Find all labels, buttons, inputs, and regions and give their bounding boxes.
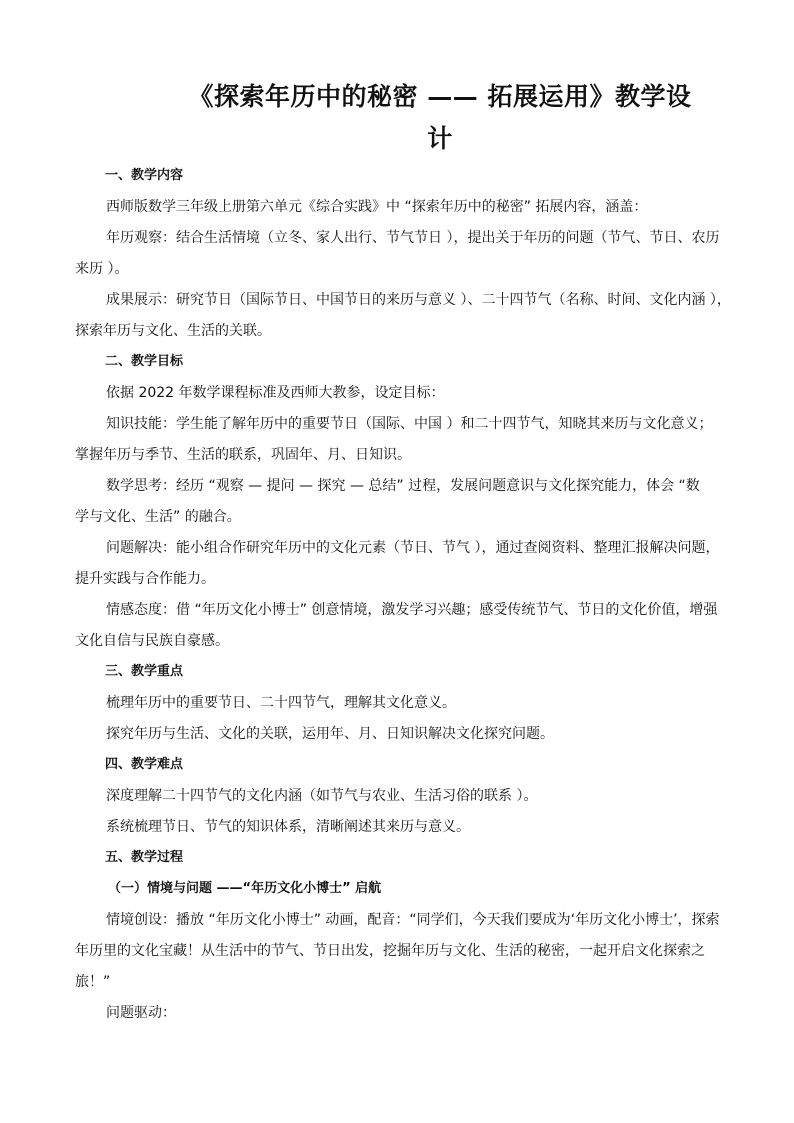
paragraph-line: 问题驱动： [106, 1005, 176, 1021]
paragraph-line: 年历里的文化宝藏！从生活中的节气、节日出发，挖掘年历与文化、生活的秘密，一起开启文化探索之 [75, 943, 705, 959]
section-heading-difficulties: 四、教学难点 [105, 757, 184, 772]
paragraph-line: 探究年历与生活、文化的关联，运用年、月、日知识解决文化探究问题。 [106, 726, 554, 742]
paragraph-line: 掌握年历与季节、生活的联系，巩固年、月、日知识。 [75, 447, 411, 463]
paragraph-line: 情感态度：借 “年历文化小博士” 创意情境，激发学习兴趣；感受传统节气、节日的文化价值，增强 [106, 602, 718, 618]
paragraph-line: 来历 ）。 [75, 261, 129, 277]
subsection-heading: （一）情境与问题 ——“年历文化小博士” 启航 [108, 881, 382, 896]
paragraph-line: 年历观察：结合生活情境（立冬、家人出行、节气节日 ），提出关于年历的问题（节气、节日、农历 [106, 230, 720, 246]
paragraph-line: 旅！” [75, 974, 111, 990]
paragraph-line: 成果展示：研究节日（国际节日、中国节日的来历与意义 ）、二十四节气（名称、时间、文化内涵 ）， [106, 292, 731, 308]
paragraph-line: 依据 2022 年数学课程标准及西师大教参，设定目标： [106, 385, 445, 401]
paragraph-line: 系统梳理节日、节气的知识体系，清晰阐述其来历与意义。 [106, 819, 470, 835]
paragraph-line: 问题解决：能小组合作研究年历中的文化元素（节日、节气 ），通过查阅资料、整理汇报解决问题， [106, 540, 720, 556]
paragraph-line: 情境创设：播放 “年历文化小博士” 动画，配音：“同学们，今天我们要成为‘年历文化小博士’，探索 [106, 912, 720, 928]
paragraph-line: 西师版数学三年级上册第六单元《综合实践》中 “探索年历中的秘密” 拓展内容，涵盖： [106, 199, 648, 215]
paragraph-line: 探索年历与文化、生活的关联。 [75, 323, 271, 339]
paragraph-line: 知识技能：学生能了解年历中的重要节日（国际、中国 ）和二十四节气，知晓其来历与文化意义； [106, 416, 713, 432]
section-heading-key-points: 三、教学重点 [105, 664, 184, 679]
section-heading-process: 五、教学过程 [105, 850, 184, 865]
document-title-line-2: 计 [427, 124, 453, 153]
paragraph-line: 文化自信与民族自豪感。 [75, 633, 229, 649]
section-heading-objectives: 二、教学目标 [105, 354, 184, 369]
paragraph-line: 深度理解二十四节气的文化内涵（如节气与农业、生活习俗的联系 ）。 [106, 788, 538, 804]
paragraph-line: 数学思考：经历 “观察 — 提问 — 探究 — 总结” 过程，发展问题意识与文化探究能力，体会 “数 [106, 478, 700, 494]
paragraph-line: 学与文化、生活” 的融合。 [75, 509, 241, 525]
document-title-line-1: 《探索年历中的秘密 —— 拓展运用》教学设 [188, 82, 692, 111]
section-heading-content: 一、教学内容 [105, 168, 184, 183]
paragraph-line: 提升实践与合作能力。 [75, 571, 215, 587]
paragraph-line: 梳理年历中的重要节日、二十四节气，理解其文化意义。 [106, 695, 456, 711]
